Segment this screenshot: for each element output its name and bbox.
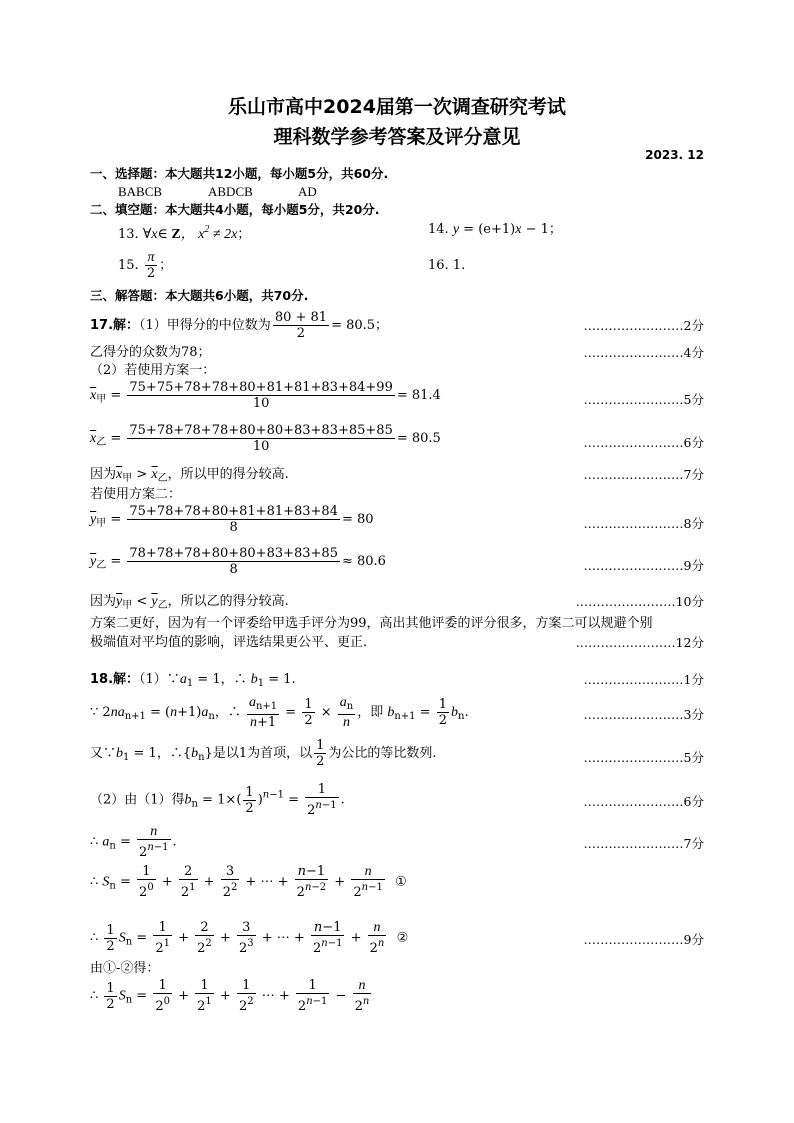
q17-line-2: 乙得分的众数为78； ……………………4分	[90, 345, 704, 360]
answer-15: 15. $\frac{\pi}{2}$ ； 16. 1.	[118, 250, 466, 281]
date: 2023. 12	[645, 148, 704, 162]
score: ……………………2分	[583, 318, 704, 333]
score: ……………………7分	[583, 467, 704, 482]
answers-11-12: AD	[298, 184, 317, 199]
choice-answers	[118, 184, 704, 200]
q17-mean-jia-1: $\overline{x}_甲$ = $\frac{75+75+78+78+80+81+81+83+84+99}{10}$ = 81.4 ……………………5分	[90, 380, 704, 411]
q18-line-6: ∴ $S_n$ = $\frac{1}{2^0}$ + $\frac{2}{2^1}$ + $\frac{3}{2^2}$ + ⋯ + $\frac{n-1}{2^{n-2}}$ + $\frac{n}{2^{n-1}}$ ①	[90, 864, 407, 900]
q18-line-9: ∴ $\frac{1}{2}$ $S_n$ = $\frac{1}{2^0}$ + $\frac{1}{2^1}$ + $\frac{1}{2^2}$ ⋯ + $\frac{1}{2^{n-1}}$ − $\frac{n}{2^n}$	[90, 978, 370, 1014]
q17-compare-2: 因为$\overline{y}_甲 < \overline{y}_乙$，所以乙的得分较高. ……………………10分	[90, 594, 704, 611]
q18-line-4: （2）由（1）得$b_n = 1\times$( $\frac{1}{2}$ )$^{n-1}$ = $\frac{1}{2^{n-1}}$ . ……………………6分	[90, 782, 704, 818]
score: ……………………12分	[575, 635, 704, 650]
q17-mean-jia-2: $\overline{y}_甲$ = $\frac{75+78+78+80+81+81+83+84}{8}$ = 80 ……………………8分	[90, 504, 704, 535]
score: ……………………4分	[583, 345, 704, 360]
page-subtitle: 理科数学参考答案及评分意见	[273, 126, 521, 148]
q17-line-7: 若使用方案二：	[90, 487, 182, 502]
score: ……………………7分	[583, 836, 704, 851]
score: ……………………5分	[583, 750, 704, 765]
answer-16: 16. 1.	[428, 258, 466, 273]
q17-line-11: 方案二更好，因为有一个评委给甲选手评分为99，高出其他评委的评分很多，方案二可以规避个别	[90, 616, 653, 631]
score: ……………………3分	[583, 707, 704, 722]
score: ……………………9分	[583, 558, 704, 573]
score: ……………………5分	[583, 392, 704, 407]
q17-line-12: 极端值对平均值的影响，评选结果更公平、更正. ……………………12分	[90, 635, 704, 650]
q17-line-3: （2）若使用方案一：	[90, 363, 216, 378]
section-1-heading: 一、选择题：本大题共12小题，每小题5分，共60分.	[90, 166, 389, 181]
q18-line-5: ∴ $a_n$ = $\frac{n}{2^{n-1}}$ . ……………………7分	[90, 824, 704, 860]
score: ……………………10分	[575, 594, 704, 609]
section-3-heading: 三、解答题：本大题共6小题，共70分.	[90, 288, 309, 303]
score: ……………………6分	[583, 435, 704, 450]
q17-mean-yi-2: $\overline{y}_乙$ = $\frac{78+78+78+80+80+83+83+85}{8}$ ≈ 80.6 ……………………9分	[90, 546, 704, 577]
section-2-heading: 二、填空题：本大题共4小题，每小题5分，共20分.	[90, 202, 380, 217]
q17-compare-1: 因为$\overline{x}_甲 > \overline{x}_乙$，所以甲的得分较高. ……………………7分	[90, 467, 704, 484]
answers-6-10: ABDCB	[208, 184, 253, 199]
score: ……………………6分	[583, 794, 704, 809]
page-title: 乐山市高中2024届第一次调查研究考试	[228, 96, 566, 118]
answer-14: 14. y = (e+1)x − 1；	[428, 222, 562, 237]
score: ……………………8分	[583, 516, 704, 531]
q18-line-8: 由①-②得：	[90, 961, 160, 976]
q18-line-3: 又$\because b_1 = 1$，$\therefore\{b_n\}$是以1为首项，以 $\frac{1}{2}$ 为公比的等比数列. ……………………5分	[90, 738, 704, 769]
q18-line-2: ∵ $2na_{n+1} = (n+1)a_n$，∴ $\frac{a_{n+1}}{n+1}$ = $\frac{1}{2}$ × $\frac{a_n}{n}$ ，即 $b_{n+1}$ = $\frac{1}{2}$ $b_n$. ……………………3分	[90, 695, 704, 730]
answers-1-5: BABCB	[118, 184, 163, 199]
q18-line-7: ∴ $\frac{1}{2}$ $S_n$ = $\frac{1}{2^1}$ + $\frac{2}{2^2}$ + $\frac{3}{2^3}$ + ⋯ + $\frac{n-1}{2^{n-1}}$ + $\frac{n}{2^n}$ ② ……………………9分	[90, 920, 704, 956]
score: ……………………9分	[583, 932, 704, 947]
q17-line-1: 17.解：（1）甲得分的中位数为 $\frac{80 + 81}{2}$ = 80.5； ……………………2分	[90, 310, 704, 341]
q17-mean-yi-1: $\overline{x}_乙$ = $\frac{75+78+78+78+80+80+83+83+85+85}{10}$ = 80.5 ……………………6分	[90, 423, 704, 454]
score: ……………………1分	[583, 672, 704, 687]
q18-line-1: 18.解：$(1)\because a_1 = 1$，∴ $b_1 = 1$. ……………………1分	[90, 672, 704, 689]
pi-over-2: $\frac{\pi}{2}$	[146, 250, 156, 281]
answer-13: 13. ∀x∈ Z， $x^2 \ne 2x$； 14. y = (e+1)x − 1；	[118, 222, 562, 242]
